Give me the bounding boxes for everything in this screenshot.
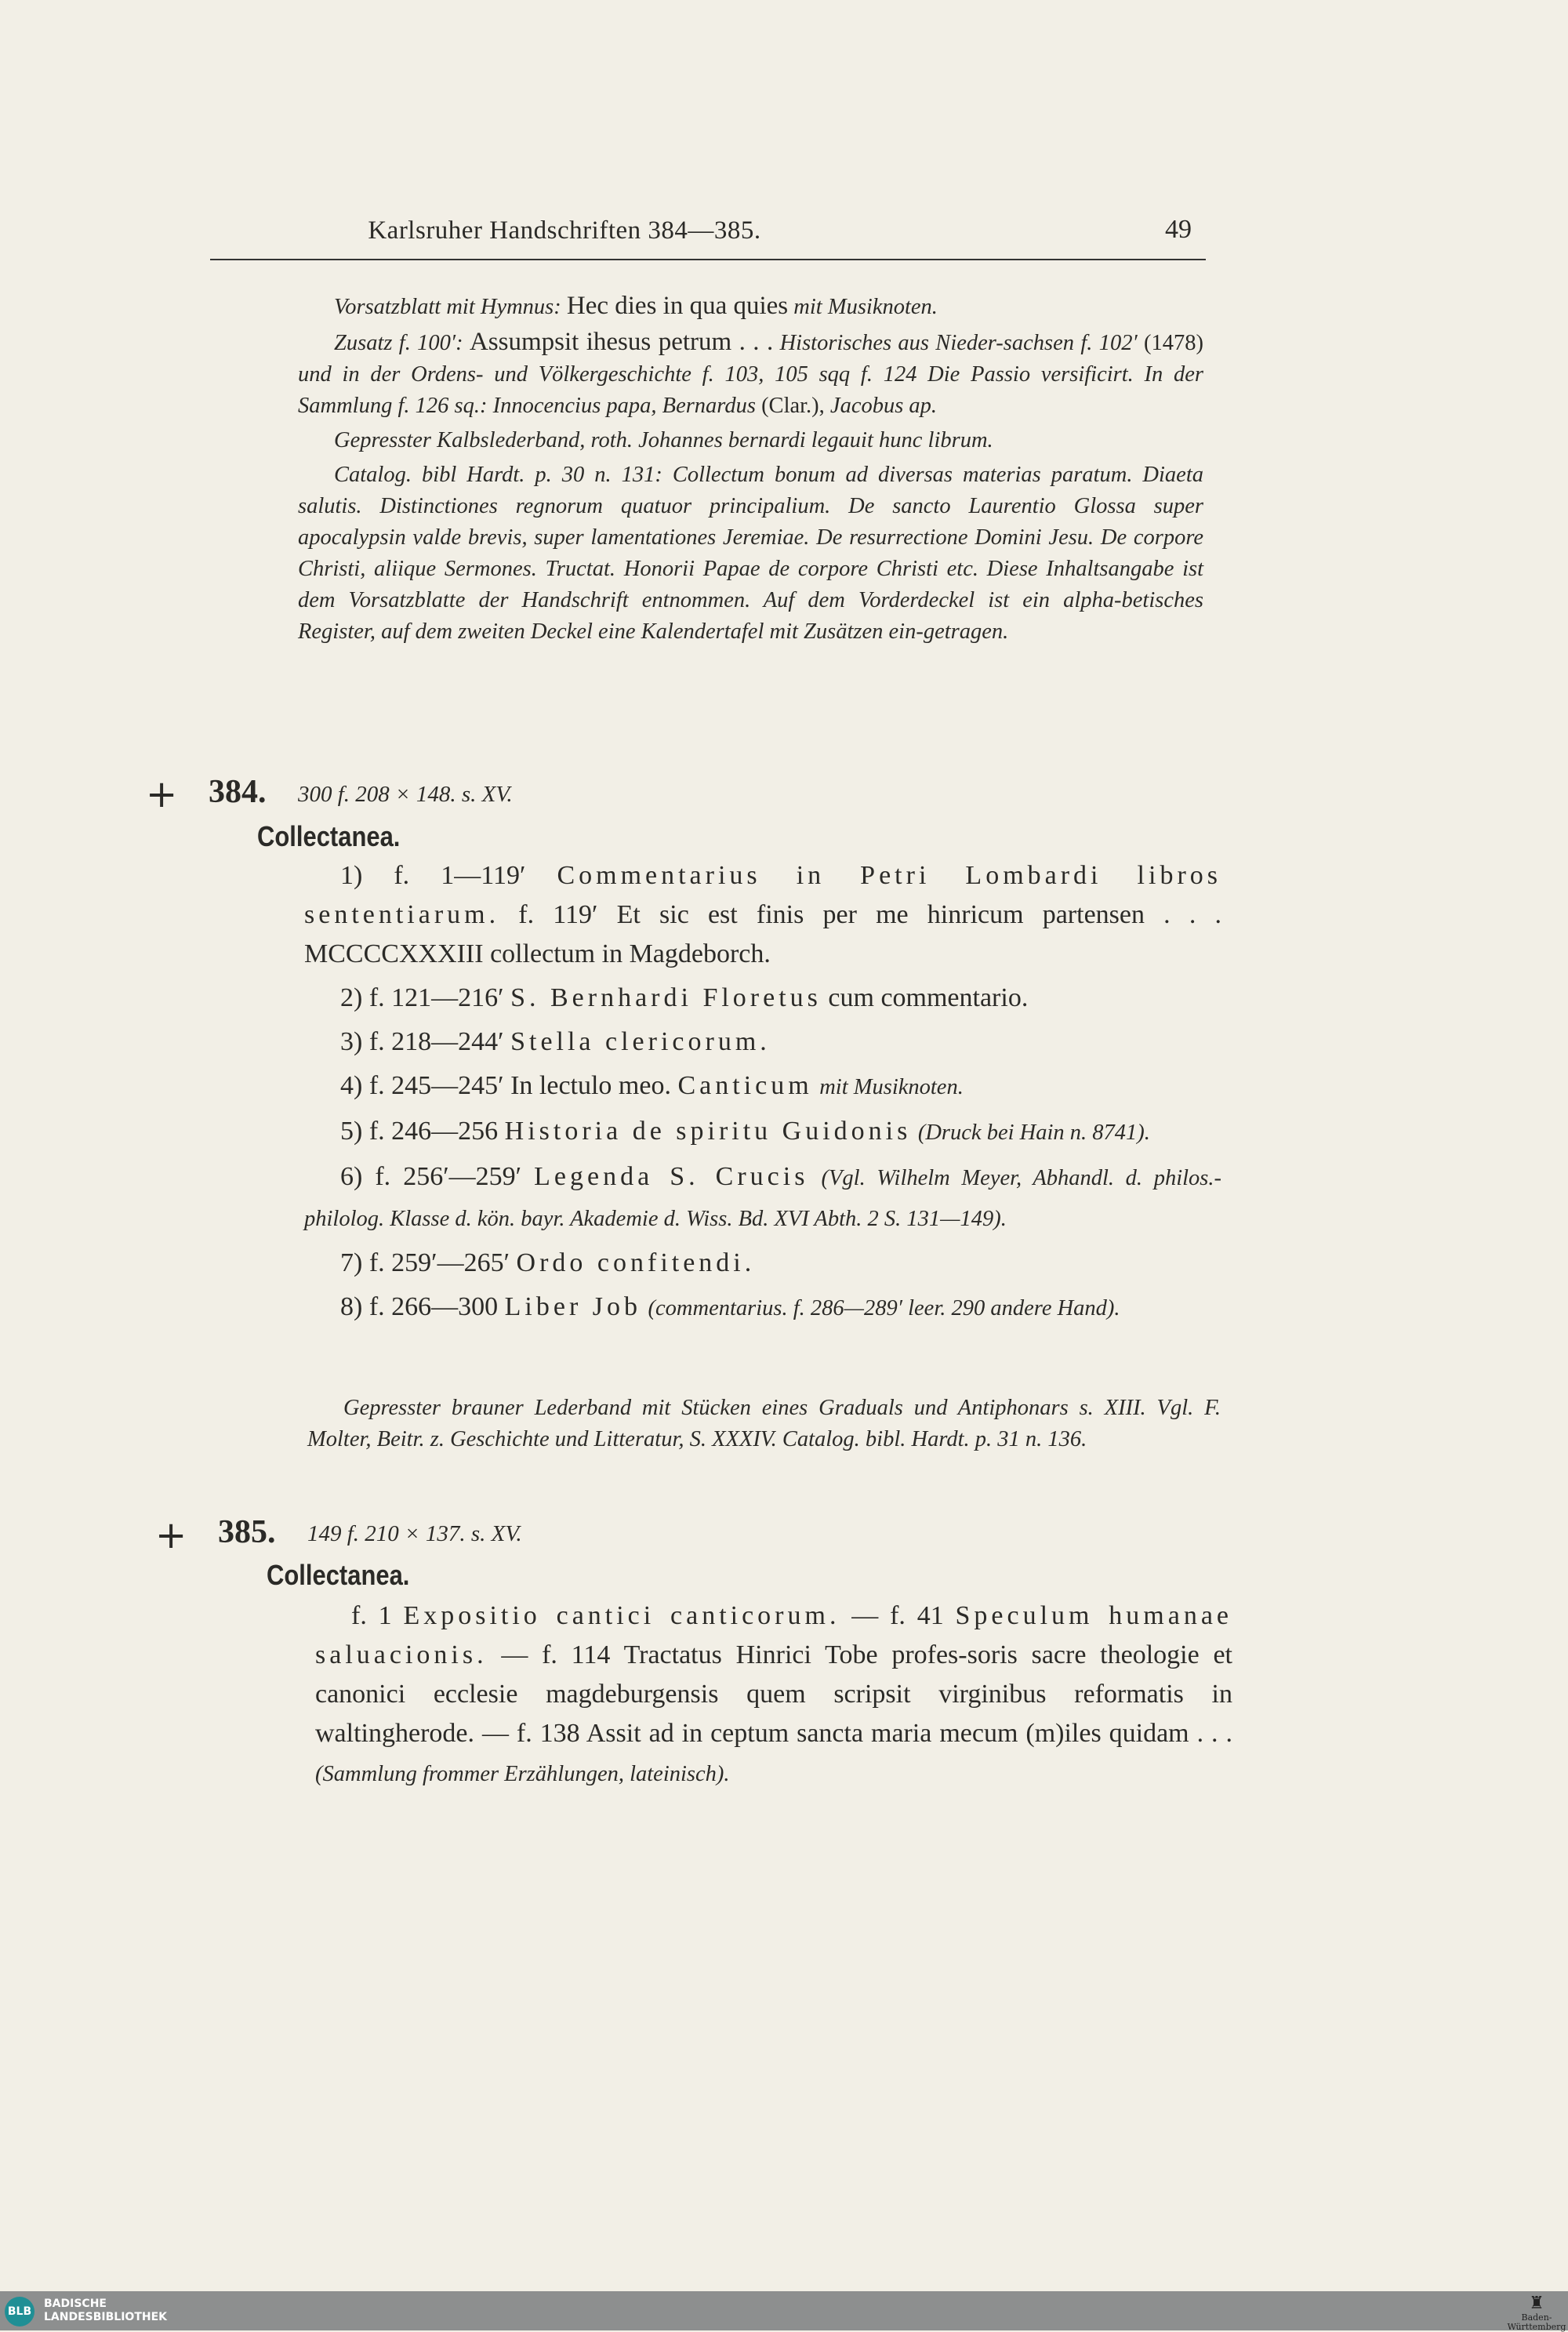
library-name[interactable] — [44, 2297, 167, 2324]
item-note: mit Musiknoten. — [819, 1075, 964, 1099]
item-folios: 3) f. 218—244′ — [340, 1027, 504, 1056]
item-text: cum commentario. — [828, 983, 1029, 1012]
item-note: (Druck bei Hain n. 8741). — [917, 1121, 1150, 1145]
entry-385-title: Collectanea. — [267, 1559, 410, 1591]
intro-binding-paragraph: Gepresster Kalbslederband, roth. Johannes bernardi legauit hunc librum. — [334, 428, 993, 452]
item-text: f. 119′ Et sic est finis per me hinricum partensen . . . MCCCCXXXIII collectum in Magdeborch. — [304, 900, 1222, 968]
state-name: Baden-Württemberg — [1507, 2312, 1566, 2332]
library-name-line: LANDESBIBLIOTHEK — [44, 2311, 168, 2323]
intro-text: Vorsatzblatt mit Hymnus: — [334, 295, 561, 319]
item-text: In lectulo meo. — [510, 1071, 671, 1100]
intro-block — [298, 290, 1203, 651]
entry-384-number: 384. — [209, 774, 267, 810]
list-item — [304, 979, 1221, 1018]
intro-text: und in der Ordens- und Völkergeschichte f. 103, 105 sqq f. 124 Die Passio versificirt. In der Sammlung f. 126 sq.: Innocencius papa, Bernardus — [298, 362, 1203, 418]
item-title: Liber Job — [504, 1292, 642, 1321]
entry-384-binding-note: Gepresster brauner Lederband mit Stücken eines Graduals und Antiphonars s. XIII. Vgl. F. Molter, Beitr. z. Geschichte und Litteratur, S. XXXIV. Catalog. bibl. Hardt. p. 31 n. 136. — [307, 1396, 1221, 1451]
item-folios: 5) f. 246—256 — [340, 1117, 499, 1146]
item-folios: 8) f. 266—300 — [340, 1292, 499, 1321]
item-note: (commentarius. f. 286—289′ leer. 290 andere Hand). — [648, 1296, 1120, 1320]
intro-text: mit Musiknoten. — [793, 295, 938, 319]
item-folios: f. 1 — [351, 1601, 392, 1630]
item-folios: 4) f. 245—245′ — [340, 1071, 504, 1100]
item-text: — f. 114 Tractatus Hinrici Tobe profes-soris sacre theologie et canonici ecclesie magdeburgensis quem scripsit virginibus reformatis in waltingherode. — f. 138 Assit ad in ceptum sancta maria mecum (m)iles quidam . . . — [315, 1640, 1232, 1748]
intro-addition-paragraph — [298, 326, 1203, 422]
list-item — [304, 1157, 1221, 1239]
header-rule — [210, 259, 1206, 260]
page-number: 49 — [1165, 215, 1192, 244]
intro-text: Hec dies in qua quies — [566, 292, 789, 320]
library-name-line: BADISCHE — [44, 2297, 107, 2310]
intro-text: (1478) — [1144, 331, 1204, 355]
state-logo — [1505, 2294, 1568, 2332]
item-title: Stella clericorum. — [510, 1027, 771, 1056]
list-item — [304, 856, 1221, 974]
running-title: Karlsruher Handschriften 384—385. — [368, 216, 761, 245]
list-item — [304, 1066, 1221, 1107]
item-note: (Sammlung frommer Erzählungen, lateinisch). — [315, 1762, 730, 1786]
item-folios: — f. 41 — [851, 1601, 944, 1630]
item-title: Speculum humanae saluacionis. — [315, 1601, 1233, 1669]
list-item — [304, 1112, 1221, 1153]
item-note: (Vgl. Wilhelm Meyer, Abhandl. d. philos.-philolog. Klasse d. kön. bayr. Akademie d. Wiss. Bd. XVI Abth. 2 S. 131—149). — [304, 1166, 1222, 1231]
item-title: Legenda S. Crucis — [534, 1162, 809, 1191]
intro-catalog-paragraph: Catalog. bibl Hardt. p. 30 n. 131: Collectum bonum ad diversas materias paratum. Diaeta salutis. Distinctiones regnorum quatuor principalium. De sancto Laurentio Glossa super apocalypsin valde brevis, super lamentationes Jeremiae. De resurrectione Domini Jesu. De corpore Christi, aliique Sermones. Tructat. Honorii Papae de corpore Christi etc. Diese Inhaltsangabe ist dem Vorsatzblatte der Handschrift entnommen. Auf dem Vorderdeckel ist ein alpha-betisches Register, auf dem zweiten Deckel eine Kalendertafel mit Zusätzen ein-getragen. — [298, 463, 1203, 644]
intro-text: (Clar.), — [761, 394, 825, 418]
item-title: Ordo confitendi. — [516, 1248, 756, 1277]
item-folios: 7) f. 259′—265′ — [340, 1248, 510, 1277]
intro-text: Assumpsit ihesus petrum . . . — [469, 328, 774, 356]
library-logo-badge[interactable]: BLB — [5, 2297, 34, 2327]
intro-text: Historisches aus Nieder-sachsen f. 102′ — [779, 331, 1138, 355]
entry-385-meta: 149 f. 210 × 137. s. XV. — [307, 1521, 522, 1546]
list-item — [304, 1244, 1221, 1283]
item-folios: 2) f. 121—216′ — [340, 983, 504, 1012]
intro-hymn-paragraph — [298, 290, 1203, 323]
item-title: Commentarius in Petri Lombardi libros sententiarum. — [304, 861, 1221, 929]
item-folios: 1) f. 1—119′ — [340, 861, 526, 890]
intro-text: Jacobus ap. — [829, 394, 938, 418]
entry-385-marker: + — [155, 1513, 187, 1557]
crest-icon: ♜ — [1529, 2294, 1544, 2313]
entry-385-paragraph — [315, 1596, 1232, 1794]
item-title: Historia de spiritu Guidonis — [504, 1117, 912, 1146]
entry-384-marker: + — [146, 772, 178, 816]
entry-384-title: Collectanea. — [257, 820, 401, 852]
list-item — [304, 1023, 1221, 1062]
entry-385-contents — [315, 1596, 1232, 1799]
viewer-footer-bar — [0, 2291, 1568, 2330]
item-title: S. Bernhardi Floretus — [510, 983, 822, 1012]
entry-384-contents — [304, 856, 1221, 1333]
item-title: Canticum — [677, 1071, 813, 1100]
item-title: Expositio cantici canticorum. — [403, 1601, 840, 1630]
item-folios: 6) f. 256′—259′ — [340, 1162, 522, 1191]
entry-384-meta: 300 f. 208 × 148. s. XV. — [298, 782, 513, 807]
entry-385-number: 385. — [218, 1514, 276, 1550]
list-item — [304, 1288, 1221, 1328]
intro-text: Zusatz f. 100′: — [334, 331, 463, 355]
